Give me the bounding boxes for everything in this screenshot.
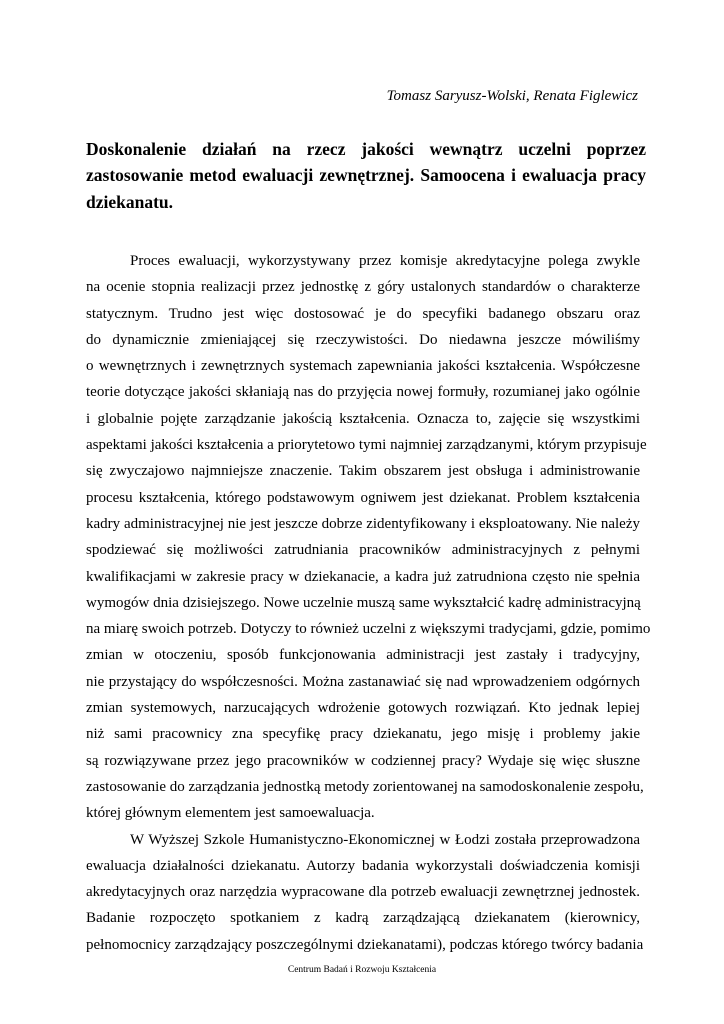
text-line: i globalnie pojęte zarządzanie jakością kształcenia. Oznacza to, zajęcie się wszystkimi <box>86 410 640 427</box>
text-line: niż sami pracownicy zna specyfikę pracy dziekanatu, jego misję i problemy jakie <box>86 726 640 743</box>
title-line: zastosowanie metod ewaluacji zewnętrznej. Samoocena i ewaluacja pracy <box>86 165 646 186</box>
text-line: aspektami jakości kształcenia a priorytetowo tymi najmniej zarządzanymi, którym przypisuje <box>86 437 647 454</box>
text-line: ewaluacja działalności dziekanatu. Autorzy badania wykorzystali doświadczenia komisji <box>86 857 640 874</box>
paragraph-2 <box>86 827 644 958</box>
paragraph-1 <box>86 248 651 827</box>
text-line: teorie dotyczące jakości skłaniają nas do przyjęcia nowej formuły, rozumianej jako ogólnie <box>86 384 640 401</box>
text-line: o wewnętrznych i zewnętrznych systemach zapewniania jakości kształcenia. Współczesne <box>86 358 640 375</box>
authors-header: Tomasz Saryusz-Wolski, Renata Figlewicz <box>386 88 638 104</box>
text-line: procesu kształcenia, którego podstawowym ogniwem jest dziekanat. Problem kształcenia <box>86 489 640 506</box>
text-line: akredytacyjnych oraz narzędzia wypracowane dla potrzeb ewaluacji zewnętrznej jednostek. <box>86 884 640 901</box>
text-line: spodziewać się możliwości zatrudniania pracowników administracyjnych z pełnymi <box>86 542 640 559</box>
text-line: kadry administracyjnej nie jest jeszcze dobrze zidentyfikowany i eksploatowany. Nie należy <box>86 515 640 532</box>
text-line: się zwyczajowo najmniejsze znaczenie. Takim obszarem jest obsługa i administrowanie <box>86 463 640 480</box>
text-line: zmian systemowych, narzucających wdrożenie gotowych rozwiązań. Kto jednak lepiej <box>86 700 640 717</box>
body-text <box>86 248 651 958</box>
text-line: której głównym elementem jest samoewaluacja. <box>86 805 375 822</box>
text-line: wymogów dnia dzisiejszego. Nowe uczelnie muszą same wykształcić kadrę administracyjną <box>86 594 641 611</box>
text-line: na miarę swoich potrzeb. Dotyczy to również uczelni z większymi tradycjami, gdzie, pomimo <box>86 621 651 638</box>
text-line: W Wyższej Szkole Humanistyczno-Ekonomicznej w Łodzi została przeprowadzona <box>130 831 640 848</box>
text-line: Proces ewaluacji, wykorzystywany przez komisje akredytacyjne polega zwykle <box>130 253 640 269</box>
document-title <box>86 134 646 213</box>
text-line: pełnomocnicy zarządzający poszczególnymi dziekanatami), podczas którego twórcy badania <box>86 936 644 953</box>
text-line: do dynamicznie zmieniającej się rzeczywistości. Do niedawna jeszcze mówiliśmy <box>86 331 640 348</box>
text-line: zastosowanie do zarządzania jednostką metody zorientowanej na samodoskonalenie zespołu, <box>86 778 644 795</box>
text-line: są rozwiązywane przez jego pracowników w codziennej pracy? Wydaje się więc słuszne <box>86 752 640 769</box>
text-line: kwalifikacjami w zakresie pracy w dziekanacie, a kadra już zatrudniona często nie spełnia <box>86 568 640 585</box>
text-line: zmian w otoczeniu, sposób funkcjonowania administracji jest zastały i tradycyjny, <box>86 647 640 664</box>
title-line: Doskonalenie działań na rzecz jakości wewnątrz uczelni poprzez <box>86 139 646 159</box>
text-line: statycznym. Trudno jest więc dostosować je do specyfiki badanego obszaru oraz <box>86 305 640 322</box>
title-line: dziekanatu. <box>86 191 174 212</box>
text-line: Badanie rozpoczęto spotkaniem z kadrą zarządzającą dziekanatem (kierownicy, <box>86 910 640 927</box>
text-line: nie przystający do współczesności. Można zastanawiać się nad wprowadzeniem odgórnych <box>86 673 640 690</box>
page-footer: Centrum Badań i Rozwoju Kształcenia <box>287 965 437 975</box>
text-line: na ocenie stopnia realizacji przez jednostkę z góry ustalonych standardów o charakterze <box>86 279 640 296</box>
